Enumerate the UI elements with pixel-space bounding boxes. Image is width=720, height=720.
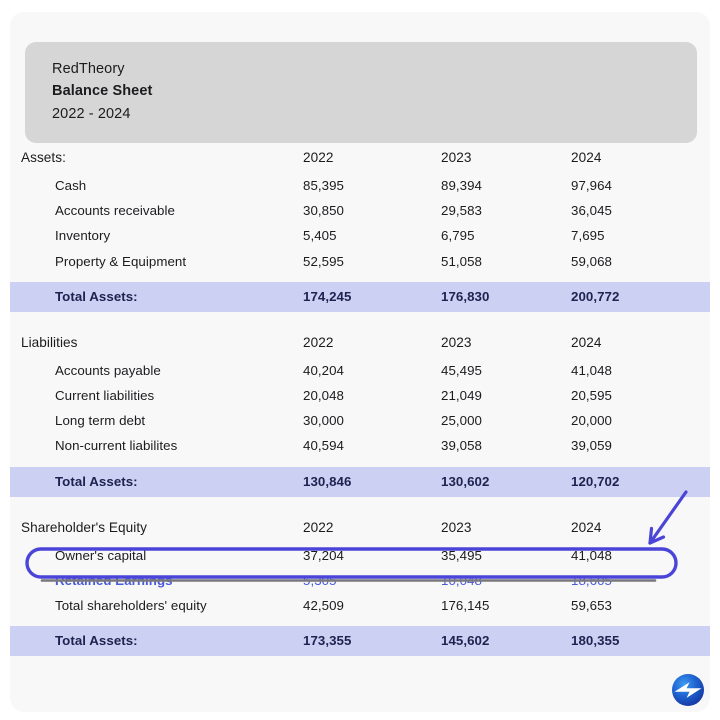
row-label: Cash [55, 178, 87, 193]
row-value: 20,000 [571, 413, 612, 429]
row-value: 41,048 [571, 547, 612, 563]
column-header-2024: 2024 [571, 519, 602, 535]
table-row [10, 358, 710, 383]
row-value: 21,049 [441, 387, 482, 403]
section-heading-row-assets [10, 143, 710, 173]
row-value: 29,583 [441, 203, 482, 219]
row-value: 5,405 [303, 228, 337, 244]
table-row [10, 173, 710, 198]
total-value: 145,602 [441, 633, 490, 649]
row-value: 41,048 [571, 362, 612, 378]
table-row [10, 198, 710, 223]
total-value: 130,602 [441, 473, 490, 489]
row-value: 30,000 [303, 413, 344, 429]
balance-sheet-table [10, 143, 710, 656]
table-row [10, 249, 710, 274]
row-value: 40,204 [303, 362, 344, 378]
row-value: 52,595 [303, 253, 344, 269]
total-row-equity [10, 626, 710, 656]
table-row [10, 408, 710, 433]
row-value: 39,059 [571, 438, 612, 454]
spacer [10, 497, 710, 513]
section-heading-row-equity [10, 513, 710, 543]
row-value: 97,964 [571, 178, 612, 193]
row-value: 39,058 [441, 438, 482, 454]
spacer [10, 312, 710, 328]
table-row [10, 543, 710, 568]
column-header-2023: 2023 [441, 334, 472, 350]
column-header-2022: 2022 [303, 334, 334, 350]
lightning-bolt-logo [667, 669, 709, 711]
total-value: 173,355 [303, 633, 352, 649]
total-label: Total Assets: [55, 288, 138, 304]
total-value: 180,355 [571, 633, 620, 649]
spacer [10, 274, 710, 282]
row-label: Total shareholders' equity [55, 597, 207, 613]
row-value: 45,495 [441, 362, 482, 378]
row-value: 51,058 [441, 253, 482, 269]
section-heading-liabilities: Liabilities [21, 334, 78, 350]
column-header-2023: 2023 [441, 519, 472, 535]
balance-sheet-card [10, 12, 710, 712]
row-value: 59,653 [571, 597, 612, 613]
document-period: 2022 - 2024 [52, 106, 131, 122]
row-label: Current liabilities [55, 387, 155, 403]
row-label: Retained Earnings [55, 572, 173, 588]
row-value: 36,045 [571, 203, 612, 219]
row-value: 59,068 [571, 253, 612, 269]
row-value: 5,305 [303, 572, 337, 588]
total-label: Total Assets: [55, 633, 138, 649]
total-value: 200,772 [571, 288, 620, 304]
row-label: Inventory [55, 228, 111, 244]
table-row [10, 383, 710, 408]
column-header-2024: 2024 [571, 334, 602, 350]
spacer [10, 618, 710, 626]
document-title: Balance Sheet [52, 83, 153, 99]
table-row [10, 433, 710, 458]
total-row-liabilities [10, 467, 710, 497]
row-value: 20,048 [303, 387, 344, 403]
total-value: 130,846 [303, 473, 352, 489]
row-value: 37,204 [303, 547, 344, 563]
section-heading-equity: Shareholder's Equity [21, 519, 148, 535]
row-value: 6,795 [441, 228, 475, 244]
row-label: Owner's capital [55, 547, 147, 563]
section-assets [10, 143, 710, 312]
row-value: 35,495 [441, 547, 482, 563]
table-row [10, 593, 710, 618]
row-label: Accounts receivable [55, 203, 175, 219]
table-row [10, 223, 710, 248]
section-shareholders-equity [10, 513, 710, 657]
row-value: 40,594 [303, 438, 344, 454]
row-value: 85,395 [303, 178, 344, 193]
spacer [10, 459, 710, 467]
section-liabilities [10, 328, 710, 497]
row-value: 176,145 [441, 597, 490, 613]
column-header-2022: 2022 [303, 150, 334, 165]
document-header-block [25, 42, 697, 143]
company-name: RedTheory [52, 61, 125, 77]
section-heading-assets: Assets: [21, 150, 66, 165]
column-header-2023: 2023 [441, 150, 472, 165]
row-value: 25,000 [441, 413, 482, 429]
row-value: 89,394 [441, 178, 482, 193]
row-label: Long term debt [55, 413, 146, 429]
row-value: 30,850 [303, 203, 344, 219]
row-value: 20,595 [571, 387, 612, 403]
total-value: 120,702 [571, 473, 620, 489]
column-header-2024: 2024 [571, 150, 602, 165]
row-value: 10,048 [441, 572, 482, 588]
total-value: 176,830 [441, 288, 490, 304]
row-value: 18,605 [571, 572, 612, 588]
row-value: 42,509 [303, 597, 344, 613]
total-label: Total Assets: [55, 473, 138, 489]
total-value: 174,245 [303, 288, 352, 304]
column-header-2022: 2022 [303, 519, 334, 535]
row-label: Non-current liabilites [55, 438, 178, 454]
section-heading-row-liabilities [10, 328, 710, 358]
row-label: Property & Equipment [55, 253, 187, 269]
table-row-retained-earnings [10, 568, 710, 593]
total-row-assets [10, 282, 710, 312]
row-label: Accounts payable [55, 362, 161, 378]
row-value: 7,695 [571, 228, 605, 244]
